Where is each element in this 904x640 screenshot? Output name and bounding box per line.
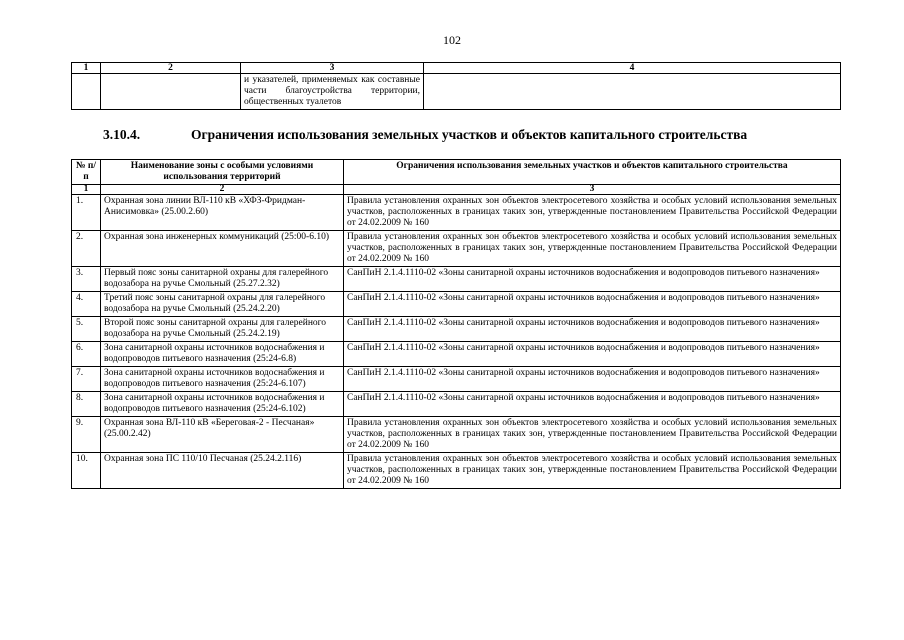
header-num: № п/п bbox=[72, 160, 101, 185]
index-row bbox=[72, 185, 841, 195]
zone-name: Зона санитарной охраны источников водоснабжения и водопроводов питьевого назначения (25:24-6.107) bbox=[101, 367, 344, 392]
restriction-text: Правила установления охранных зон объектов электросетевого хозяйства и особых условий использования земельных участков, расположенных в границах таких зон, утвержденные постановлением Правительства Российской Федерации от 24.02.2009 № 160 bbox=[344, 453, 841, 489]
table-cell: и указателей, применяемых как составные части благоустройства территории, общественных туалетов bbox=[241, 74, 424, 110]
row-number: 10. bbox=[72, 453, 101, 489]
column-index-2: 2 bbox=[101, 63, 241, 74]
table-cell bbox=[424, 74, 841, 110]
row-number: 5. bbox=[72, 317, 101, 342]
continuation-header-row bbox=[72, 63, 841, 74]
table-row bbox=[72, 417, 841, 453]
restriction-text: СанПиН 2.1.4.1110-02 «Зоны санитарной охраны источников водоснабжения и водопроводов питьевого назначения» bbox=[344, 392, 841, 417]
restriction-text: Правила установления охранных зон объектов электросетевого хозяйства и особых условий использования земельных участков, расположенных в границах таких зон, утвержденные постановлением Правительства Российской Федерации от 24.02.2009 № 160 bbox=[344, 417, 841, 453]
table-row bbox=[72, 292, 841, 317]
zone-name: Охранная зона линии ВЛ-110 кВ «ХФЗ-Фридман-Анисимовка» (25.00.2.60) bbox=[101, 195, 344, 231]
section-title: Ограничения использования земельных участков и объектов капитального строительства bbox=[191, 127, 748, 142]
index-cell: 3 bbox=[344, 185, 841, 195]
column-index-3: 3 bbox=[241, 63, 424, 74]
row-number: 1. bbox=[72, 195, 101, 231]
row-number: 3. bbox=[72, 267, 101, 292]
index-cell: 2 bbox=[101, 185, 344, 195]
zone-name: Охранная зона ПС 110/10 Песчаная (25.24.2.116) bbox=[101, 453, 344, 489]
row-number: 6. bbox=[72, 342, 101, 367]
table-row bbox=[72, 367, 841, 392]
table-row bbox=[72, 392, 841, 417]
table-cell bbox=[101, 74, 241, 110]
header-zone: Наименование зоны с особыми условиями использования территорий bbox=[101, 160, 344, 185]
zone-name: Зона санитарной охраны источников водоснабжения и водопроводов питьевого назначения (25:24-6.8) bbox=[101, 342, 344, 367]
table-row bbox=[72, 267, 841, 292]
table-row bbox=[72, 342, 841, 367]
restriction-text: СанПиН 2.1.4.1110-02 «Зоны санитарной охраны источников водоснабжения и водопроводов питьевого назначения» bbox=[344, 267, 841, 292]
section-number: 3.10.4. bbox=[103, 127, 141, 142]
zone-name: Зона санитарной охраны источников водоснабжения и водопроводов питьевого назначения (25:24-6.102) bbox=[101, 392, 344, 417]
row-number: 7. bbox=[72, 367, 101, 392]
zone-name: Второй пояс зоны санитарной охраны для галерейного водозабора на ручье Смольный (25.24.2.19) bbox=[101, 317, 344, 342]
row-number: 2. bbox=[72, 231, 101, 267]
restriction-text: СанПиН 2.1.4.1110-02 «Зоны санитарной охраны источников водоснабжения и водопроводов питьевого назначения» bbox=[344, 367, 841, 392]
continuation-table bbox=[71, 62, 841, 110]
zone-name: Первый пояс зоны санитарной охраны для галерейного водозабора на ручье Смольный (25.27.2.32) bbox=[101, 267, 344, 292]
zone-name: Охранная зона инженерных коммуникаций (25:00-6.10) bbox=[101, 231, 344, 267]
table-row bbox=[72, 317, 841, 342]
table-row bbox=[72, 195, 841, 231]
zone-name: Третий пояс зоны санитарной охраны для галерейного водозабора на ручье Смольный (25.24.2.20) bbox=[101, 292, 344, 317]
table-row bbox=[72, 231, 841, 267]
restriction-text: СанПиН 2.1.4.1110-02 «Зоны санитарной охраны источников водоснабжения и водопроводов питьевого назначения» bbox=[344, 317, 841, 342]
column-index-4: 4 bbox=[424, 63, 841, 74]
section-heading bbox=[103, 127, 747, 143]
restriction-text: Правила установления охранных зон объектов электросетевого хозяйства и особых условий использования земельных участков, расположенных в границах таких зон, утвержденные постановлением Правительства Российской Федерации от 24.02.2009 № 160 bbox=[344, 195, 841, 231]
header-restrictions: Ограничения использования земельных участков и объектов капитального строительства bbox=[344, 160, 841, 185]
zone-name: Охранная зона ВЛ-110 кВ «Береговая-2 - Песчаная» (25.00.2.42) bbox=[101, 417, 344, 453]
row-number: 4. bbox=[72, 292, 101, 317]
restrictions-table bbox=[71, 159, 841, 489]
restriction-text: СанПиН 2.1.4.1110-02 «Зоны санитарной охраны источников водоснабжения и водопроводов питьевого назначения» bbox=[344, 342, 841, 367]
column-index-1: 1 bbox=[72, 63, 101, 74]
restriction-text: Правила установления охранных зон объектов электросетевого хозяйства и особых условий использования земельных участков, расположенных в границах таких зон, утвержденные постановлением Правительства Российской Федерации от 24.02.2009 № 160 bbox=[344, 231, 841, 267]
table-row bbox=[72, 74, 841, 110]
restriction-text: СанПиН 2.1.4.1110-02 «Зоны санитарной охраны источников водоснабжения и водопроводов питьевого назначения» bbox=[344, 292, 841, 317]
table-cell bbox=[72, 74, 101, 110]
page-number: 102 bbox=[443, 33, 461, 47]
index-cell: 1 bbox=[72, 185, 101, 195]
restrictions-header-row bbox=[72, 160, 841, 185]
restrictions-table-body bbox=[72, 195, 841, 489]
row-number: 9. bbox=[72, 417, 101, 453]
row-number: 8. bbox=[72, 392, 101, 417]
table-row bbox=[72, 453, 841, 489]
